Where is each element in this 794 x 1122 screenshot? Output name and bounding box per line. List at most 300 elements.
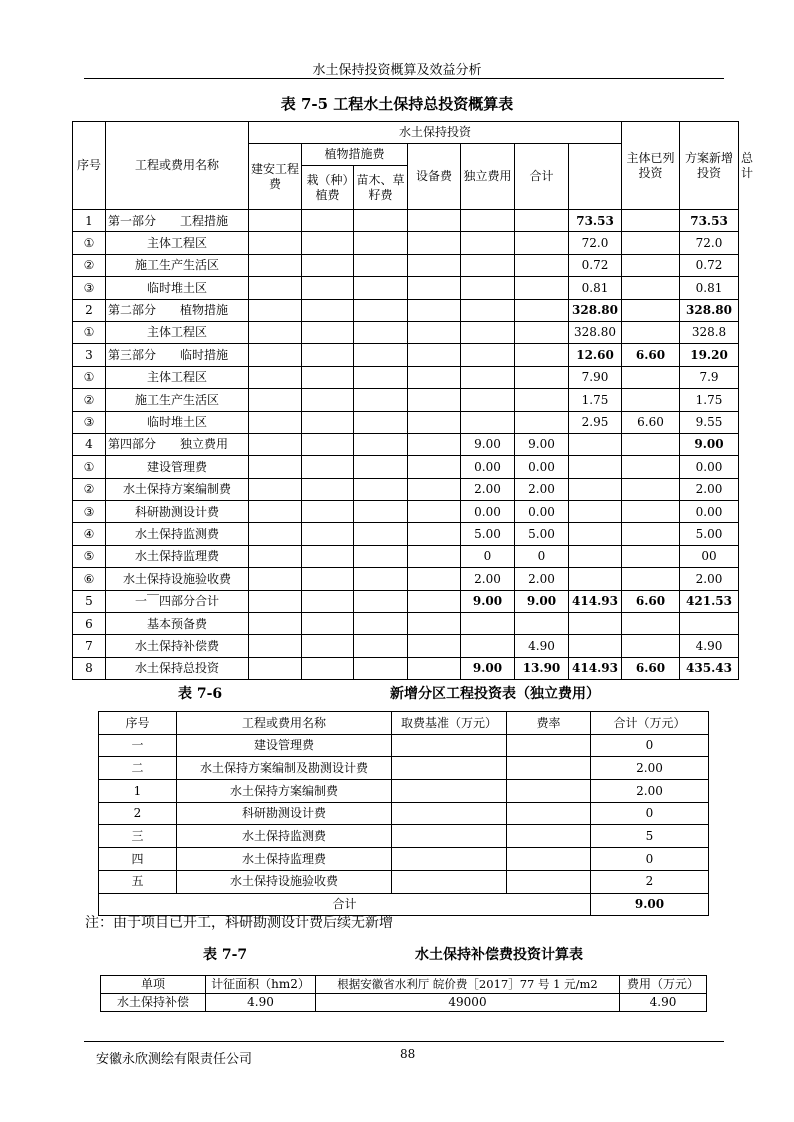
cell-total: 0.81 [680, 277, 739, 299]
cell-subtotal: 4.90 [515, 635, 569, 657]
cell-seq: ③ [73, 501, 106, 523]
cell-seq: 三 [99, 825, 177, 848]
cell-seq: ① [73, 456, 106, 478]
cell-independent [461, 299, 515, 321]
header-subtotal: 合计 [515, 144, 569, 210]
table-7-6 [98, 711, 709, 916]
cell-total: 2 [591, 870, 709, 893]
table-row [73, 299, 739, 321]
cell-seq: 6 [73, 613, 106, 635]
cell-planting [302, 501, 354, 523]
cell-planting [302, 613, 354, 635]
cell-main-listed: 7.90 [569, 366, 622, 388]
cell-construction [249, 299, 302, 321]
table-row [99, 757, 709, 780]
cell-basis [392, 825, 507, 848]
cell-seedlings [354, 523, 408, 545]
cell-seedlings [354, 590, 408, 612]
cell-seedlings [354, 411, 408, 433]
cell-name: 第二部分 植物措施 [106, 299, 249, 321]
header-area: 计征面积（hm2） [206, 976, 316, 994]
cell-construction [249, 501, 302, 523]
cell-independent [461, 210, 515, 232]
cell-subtotal [515, 254, 569, 276]
cell-independent: 9.00 [461, 590, 515, 612]
cell-name: 水土保持监理费 [177, 848, 392, 871]
cell-seq: ⑤ [73, 545, 106, 567]
cell-planting [302, 411, 354, 433]
cell-seq: 7 [73, 635, 106, 657]
cell-independent [461, 389, 515, 411]
cell-seq: ① [73, 366, 106, 388]
cell-total: 328.80 [680, 299, 739, 321]
header-main-listed: 主体已列投资 [622, 122, 680, 210]
cell-name: 主体工程区 [106, 366, 249, 388]
table-row [73, 657, 739, 679]
header-independent: 独立费用 [461, 144, 515, 210]
header-equipment: 设备费 [408, 144, 461, 210]
cell-seedlings [354, 210, 408, 232]
cell-basis [392, 757, 507, 780]
note: 注：由于项目已开工，科研勘测设计费后续无新增 [85, 915, 393, 931]
cell-independent [461, 344, 515, 366]
cell-subtotal: 5.00 [515, 523, 569, 545]
cell-subtotal: 13.90 [515, 657, 569, 679]
cell-seq: 二 [99, 757, 177, 780]
cell-name: 临时堆土区 [106, 277, 249, 299]
cell-equipment [408, 254, 461, 276]
cell-main-listed [569, 433, 622, 455]
cell-basis [392, 780, 507, 803]
cell-independent: 9.00 [461, 433, 515, 455]
row-basis: 49000 [316, 994, 620, 1012]
cell-seq: ② [73, 478, 106, 500]
cell-planting [302, 433, 354, 455]
cell-construction [249, 321, 302, 343]
cell-equipment [408, 232, 461, 254]
header-name: 工程或费用名称 [177, 712, 392, 735]
table-7-7-title: 水土保持补偿费投资计算表 [415, 947, 583, 963]
page-number: 88 [400, 1047, 416, 1061]
cell-equipment [408, 545, 461, 567]
cell-rate [507, 802, 591, 825]
header-basis: 取费基准（万元） [392, 712, 507, 735]
header-divider [84, 78, 724, 79]
cell-name: 水土保持监测费 [177, 825, 392, 848]
cell-independent: 0.00 [461, 501, 515, 523]
table-row [73, 456, 739, 478]
cell-seq: 3 [73, 344, 106, 366]
cell-subtotal [515, 389, 569, 411]
cell-plan-added [622, 523, 680, 545]
header-basis: 根据安徽省水利厅 皖价费［2017］77 号 1 元/m2 [316, 976, 620, 994]
cell-total: 2.00 [591, 780, 709, 803]
cell-seq: ③ [73, 277, 106, 299]
cell-independent [461, 635, 515, 657]
cell-name: 水土保持监测费 [106, 523, 249, 545]
cell-equipment [408, 299, 461, 321]
cell-independent: 2.00 [461, 478, 515, 500]
cell-construction [249, 210, 302, 232]
cell-seq: 2 [73, 299, 106, 321]
cell-name: 施工生产生活区 [106, 254, 249, 276]
cell-total: 4.90 [680, 635, 739, 657]
cell-total: 19.20 [680, 344, 739, 366]
header-plant-measures: 植物措施费 [302, 144, 408, 166]
cell-basis [392, 870, 507, 893]
cell-name: 水土保持方案编制及勘测设计费 [177, 757, 392, 780]
cell-name: 水土保持方案编制费 [177, 780, 392, 803]
cell-subtotal [515, 344, 569, 366]
table-row [99, 848, 709, 871]
cell-main-listed: 0.72 [569, 254, 622, 276]
header-name: 工程或费用名称 [106, 122, 249, 210]
cell-seq: ③ [73, 411, 106, 433]
cell-planting [302, 210, 354, 232]
cell-rate [507, 825, 591, 848]
cell-plan-added: 6.60 [622, 657, 680, 679]
table-7-5-title: 表 7-5 工程水土保持总投资概算表 [280, 95, 514, 113]
header-item: 单项 [101, 976, 206, 994]
cell-subtotal [515, 277, 569, 299]
cell-plan-added: 6.60 [622, 344, 680, 366]
cell-rate [507, 734, 591, 757]
table-row [73, 568, 739, 590]
table-row [73, 523, 739, 545]
cell-plan-added [622, 613, 680, 635]
cell-main-listed: 0.81 [569, 277, 622, 299]
cell-plan-added [622, 277, 680, 299]
cell-independent [461, 613, 515, 635]
cell-equipment [408, 613, 461, 635]
cell-equipment [408, 210, 461, 232]
cell-name: 水土保持监理费 [106, 545, 249, 567]
table-row [73, 344, 739, 366]
cell-plan-added: 6.60 [622, 590, 680, 612]
cell-main-listed: 73.53 [569, 210, 622, 232]
cell-equipment [408, 321, 461, 343]
header-planting: 栽（种）植费 [302, 166, 354, 210]
cell-independent: 0.00 [461, 456, 515, 478]
cell-subtotal: 2.00 [515, 478, 569, 500]
cell-subtotal [515, 299, 569, 321]
cell-seq: 4 [73, 433, 106, 455]
table-row [73, 366, 739, 388]
cell-name: 水土保持总投资 [106, 657, 249, 679]
table-7-6-label: 表 7-6 [178, 686, 223, 702]
cell-plan-added [622, 545, 680, 567]
cell-plan-added [622, 321, 680, 343]
cell-planting [302, 321, 354, 343]
cell-independent: 0 [461, 545, 515, 567]
table-row [73, 613, 739, 635]
cell-seedlings [354, 321, 408, 343]
table-row [73, 210, 739, 232]
cell-total: 00 [680, 545, 739, 567]
cell-construction [249, 568, 302, 590]
cell-rate [507, 757, 591, 780]
table-row [73, 635, 739, 657]
cell-independent [461, 411, 515, 433]
cell-name: 建设管理费 [106, 456, 249, 478]
cell-construction [249, 523, 302, 545]
cell-independent: 2.00 [461, 568, 515, 590]
cell-equipment [408, 277, 461, 299]
cell-total: 5 [591, 825, 709, 848]
cell-planting [302, 277, 354, 299]
cell-subtotal: 2.00 [515, 568, 569, 590]
cell-independent [461, 277, 515, 299]
cell-total: 72.0 [680, 232, 739, 254]
cell-main-listed: 414.93 [569, 590, 622, 612]
header-seedlings: 苗木、草籽费 [354, 166, 408, 210]
cell-planting [302, 657, 354, 679]
table-row [99, 780, 709, 803]
cell-construction [249, 545, 302, 567]
cell-subtotal [515, 321, 569, 343]
row-area: 4.90 [206, 994, 316, 1012]
table-row [99, 802, 709, 825]
cell-total: 0 [591, 734, 709, 757]
cell-seedlings [354, 635, 408, 657]
header-seq: 序号 [99, 712, 177, 735]
cell-plan-added [622, 299, 680, 321]
table-7-6-title: 新增分区工程投资表（独立费用） [390, 686, 600, 702]
cell-seedlings [354, 456, 408, 478]
cell-construction [249, 366, 302, 388]
cell-independent [461, 232, 515, 254]
cell-total: 2.00 [591, 757, 709, 780]
cell-seedlings [354, 299, 408, 321]
cell-main-listed: 72.0 [569, 232, 622, 254]
cell-subtotal: 9.00 [515, 433, 569, 455]
table-row [73, 433, 739, 455]
table-row [73, 389, 739, 411]
cell-plan-added [622, 232, 680, 254]
table-row [99, 870, 709, 893]
table-row [73, 232, 739, 254]
cell-plan-added [622, 568, 680, 590]
cell-subtotal: 0.00 [515, 501, 569, 523]
table-row [73, 501, 739, 523]
cell-plan-added [622, 433, 680, 455]
cell-equipment [408, 366, 461, 388]
cell-planting [302, 366, 354, 388]
cell-total: 5.00 [680, 523, 739, 545]
cell-equipment [408, 389, 461, 411]
cell-subtotal: 0 [515, 545, 569, 567]
cell-total: 328.8 [680, 321, 739, 343]
cell-equipment [408, 657, 461, 679]
cell-total: 0.00 [680, 456, 739, 478]
cell-planting [302, 344, 354, 366]
cell-planting [302, 590, 354, 612]
cell-seq: 一 [99, 734, 177, 757]
cell-name: 施工生产生活区 [106, 389, 249, 411]
cell-construction [249, 277, 302, 299]
cell-construction [249, 613, 302, 635]
cell-name: 第三部分 临时措施 [106, 344, 249, 366]
cell-subtotal [515, 232, 569, 254]
cell-main-listed: 12.60 [569, 344, 622, 366]
cell-equipment [408, 456, 461, 478]
cell-name: 科研勘测设计费 [106, 501, 249, 523]
table-7-7-label: 表 7-7 [203, 947, 248, 963]
cell-independent [461, 366, 515, 388]
cell-construction [249, 657, 302, 679]
header-seq: 序号 [73, 122, 106, 210]
cell-equipment [408, 433, 461, 455]
cell-construction [249, 433, 302, 455]
cell-construction [249, 254, 302, 276]
page-header-title: 水土保持投资概算及效益分析 [312, 63, 482, 78]
cell-construction [249, 232, 302, 254]
cell-total: 2.00 [680, 478, 739, 500]
cell-seedlings [354, 478, 408, 500]
cell-independent: 9.00 [461, 657, 515, 679]
cell-subtotal: 9.00 [515, 590, 569, 612]
cell-seq: 四 [99, 848, 177, 871]
cell-planting [302, 568, 354, 590]
cell-basis [392, 734, 507, 757]
cell-equipment [408, 523, 461, 545]
cell-total: 0 [591, 802, 709, 825]
cell-seedlings [354, 366, 408, 388]
cell-seedlings [354, 568, 408, 590]
header-rate: 费率 [507, 712, 591, 735]
cell-equipment [408, 344, 461, 366]
cell-planting [302, 523, 354, 545]
table-row [73, 321, 739, 343]
cell-plan-added [622, 635, 680, 657]
cell-seq: 5 [73, 590, 106, 612]
cell-main-listed: 328.80 [569, 299, 622, 321]
cell-main-listed: 2.95 [569, 411, 622, 433]
cell-plan-added: 6.60 [622, 411, 680, 433]
cell-basis [392, 802, 507, 825]
cell-total: 1.75 [680, 389, 739, 411]
cell-planting [302, 635, 354, 657]
cell-main-listed: 414.93 [569, 657, 622, 679]
cell-plan-added [622, 254, 680, 276]
cell-plan-added [622, 389, 680, 411]
footer-divider [84, 1041, 724, 1042]
cell-total: 9.00 [680, 433, 739, 455]
cell-construction [249, 456, 302, 478]
cell-subtotal [515, 366, 569, 388]
cell-plan-added [622, 501, 680, 523]
cell-construction [249, 635, 302, 657]
cell-seedlings [354, 277, 408, 299]
cell-name: 科研勘测设计费 [177, 802, 392, 825]
cell-total: 2.00 [680, 568, 739, 590]
cell-seq: 2 [99, 802, 177, 825]
table-row [73, 411, 739, 433]
cell-total: 0.72 [680, 254, 739, 276]
table-row [73, 277, 739, 299]
header-total: 合计（万元） [591, 712, 709, 735]
cell-planting [302, 389, 354, 411]
cell-name: 基本预备费 [106, 613, 249, 635]
cell-main-listed: 1.75 [569, 389, 622, 411]
sum-value: 9.00 [591, 893, 709, 916]
cell-rate [507, 780, 591, 803]
cell-seedlings [354, 545, 408, 567]
cell-seedlings [354, 254, 408, 276]
cell-total: 73.53 [680, 210, 739, 232]
cell-seq: 1 [99, 780, 177, 803]
header-plan-added: 方案新增投资 [680, 122, 739, 210]
cell-construction [249, 344, 302, 366]
cell-equipment [408, 568, 461, 590]
cell-basis [392, 848, 507, 871]
cell-main-listed [569, 478, 622, 500]
cell-subtotal: 0.00 [515, 456, 569, 478]
header-fee: 费用（万元） [620, 976, 707, 994]
cell-main-listed [569, 523, 622, 545]
cell-seedlings [354, 433, 408, 455]
cell-plan-added [622, 478, 680, 500]
cell-construction [249, 590, 302, 612]
table-7-5: 序号 工程或费用名称 水土保持投资 主体已列投资 方案新增投资 总计 建安工程费 植物措施费 设备费 独立费用 合计 栽（种）植费 苗木、草籽费 1 第一部分 工程措施 73.53 73.53 ① 主体工程区 72.0 72.0 ② 施工生产生活区 0.72 0.72 ③ 临时堆土区 0.81 0.81 2 第二部分 植物措施 328.80 328.80 ① 主体工程区 328.80 328.8 3 第三部分 临时措施 12.60 6.60 19.20 ① 主体工程区 7.90 7.9 ② 施工生产生活区 1.75 1.75 ③ 临时堆土区 2.95 6.60 9.55 4 第四部分 独立费用 9.00 9.00 9.00 ① 建设管理费 0.00 0.00 0.00 ② 水土保持方案编制费 2.00 2.00 2.00 ③ 科研勘测设计费 0.00 0.00 0.00 ④ 水土保持监测费 5.00 5.00 5.00 ⑤ 水土保持监理费 0 0 00 ⑥ 水土保持设施验收费 2.00 2.00 2.00 5 一￣四部分合计 9.00 9.00 414.93 6.60 421.53 6 基本预备费 7 水土保持补偿费 4.90 4.90 8 水土保持总投资 9.00 13.90 414.93 6.60 435.43 [72, 121, 739, 680]
cell-rate [507, 848, 591, 871]
cell-main-listed [569, 568, 622, 590]
cell-seq: 五 [99, 870, 177, 893]
cell-equipment [408, 478, 461, 500]
footer-company: 安徽永欣测绘有限责任公司 [96, 1052, 253, 1067]
header-construction: 建安工程费 [249, 144, 302, 210]
cell-subtotal [515, 210, 569, 232]
cell-planting [302, 254, 354, 276]
cell-total: 7.9 [680, 366, 739, 388]
cell-name: 水土保持设施验收费 [106, 568, 249, 590]
cell-independent [461, 254, 515, 276]
cell-name: 一￣四部分合计 [106, 590, 249, 612]
cell-seedlings [354, 389, 408, 411]
row-item: 水土保持补偿 [101, 994, 206, 1012]
header-swc-investment: 水土保持投资 [249, 122, 622, 144]
sum-label: 合计 [99, 893, 591, 916]
cell-planting [302, 299, 354, 321]
cell-plan-added [622, 456, 680, 478]
cell-seedlings [354, 613, 408, 635]
table-row [99, 734, 709, 757]
table-row [99, 825, 709, 848]
cell-total: 421.53 [680, 590, 739, 612]
cell-total: 9.55 [680, 411, 739, 433]
cell-seq: ① [73, 232, 106, 254]
cell-main-listed [569, 501, 622, 523]
cell-planting [302, 232, 354, 254]
cell-seedlings [354, 501, 408, 523]
cell-name: 建设管理费 [177, 734, 392, 757]
cell-equipment [408, 501, 461, 523]
cell-name: 主体工程区 [106, 321, 249, 343]
cell-total: 0 [591, 848, 709, 871]
table-row [73, 590, 739, 612]
cell-seedlings [354, 344, 408, 366]
cell-construction [249, 411, 302, 433]
cell-main-listed [569, 456, 622, 478]
cell-planting [302, 456, 354, 478]
cell-seq: ② [73, 389, 106, 411]
table-row [73, 254, 739, 276]
cell-name: 主体工程区 [106, 232, 249, 254]
cell-seq: ① [73, 321, 106, 343]
cell-planting [302, 478, 354, 500]
cell-total: 435.43 [680, 657, 739, 679]
table-7-7 [100, 975, 707, 1012]
